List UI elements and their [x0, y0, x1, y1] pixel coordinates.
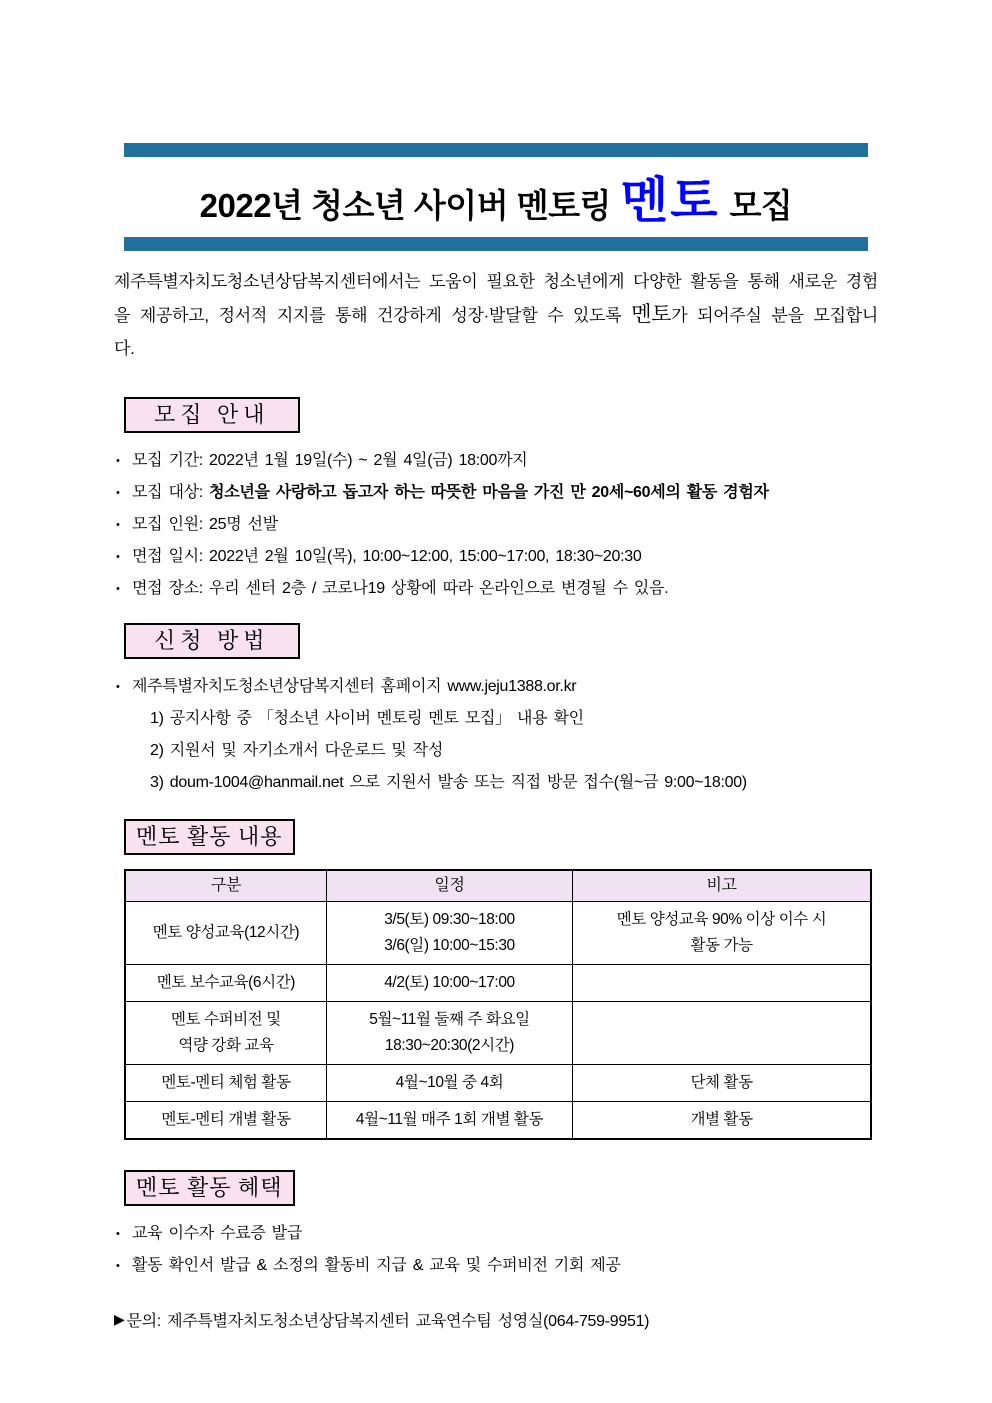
apply-list	[114, 671, 878, 799]
section-recruit-info	[114, 397, 878, 433]
intro-paragraph	[114, 265, 878, 365]
section-heading-benefits: 멘토 활동 혜택	[124, 1170, 295, 1206]
table-header-row	[125, 870, 871, 902]
list-item-text: 면접 일시: 2022년 2월 10일(목), 10:00~12:00, 15:00~17:00, 18:30~20:30	[132, 548, 642, 565]
list-item-text: 모집 인원: 25명 선발	[132, 516, 278, 533]
table-row	[125, 1065, 871, 1102]
table-row	[125, 902, 871, 965]
cell-schedule: 5월~11월 둘째 주 화요일 18:30~20:30(2시간)	[326, 1002, 572, 1065]
list-item	[114, 445, 878, 477]
contact-line	[114, 1308, 878, 1331]
list-item	[114, 1218, 878, 1250]
bullet-icon: •	[116, 455, 120, 467]
cell-category: 멘토-멘티 체험 활동	[125, 1065, 326, 1102]
section-heading-recruit-info: 모집 안내	[124, 397, 300, 433]
table-row	[125, 965, 871, 1002]
intro-text-1: 제주특별자치도청소년상담복지센터에서는 도움이 필요한 청소년에게 다양한 활동을 통해 새로운 경험을 제공하고, 정서적 지지를 통해 건강하게 성장·발달할 수 있도록	[114, 272, 878, 325]
bullet-icon: •	[116, 1228, 120, 1240]
document-content	[114, 0, 878, 1331]
top-divider-bar	[124, 143, 868, 157]
page-title	[114, 157, 878, 237]
benefit-text: 교육 이수자 수료증 발급	[132, 1225, 302, 1242]
intro-emphasis: 멘토	[631, 303, 672, 326]
bullet-icon: •	[116, 551, 120, 563]
table-row	[125, 1002, 871, 1065]
cell-note: 단체 활동	[573, 1065, 871, 1102]
list-item	[114, 671, 878, 703]
cell-note	[573, 1002, 871, 1065]
benefit-text: 활동 확인서 발급 & 소정의 활동비 지급 & 교육 및 수퍼비전 기회 제공	[132, 1257, 621, 1274]
section-apply	[114, 623, 878, 659]
cell-category: 멘토 수퍼비전 및 역량 강화 교육	[125, 1002, 326, 1065]
cell-note	[573, 965, 871, 1002]
bottom-divider-bar	[124, 237, 868, 251]
apply-steps	[114, 703, 878, 799]
apply-step: 1) 공지사항 중 「청소년 사이버 멘토링 멘토 모집」 내용 확인	[150, 710, 584, 727]
list-item-bold-text: 청소년을 사랑하고 돕고자 하는 따뜻한 마음을 가진 만 20세~60세의 활동 경험자	[209, 484, 769, 501]
cell-schedule: 4월~11월 매주 1회 개별 활동	[326, 1102, 572, 1140]
recruit-info-list	[114, 445, 878, 605]
section-heading-apply: 신청 방법	[124, 623, 300, 659]
apply-step: 3) doum-1004@hanmail.net 으로 지원서 발송 또는 직접 방문 접수(월~금 9:00~18:00)	[150, 774, 747, 791]
cell-schedule: 4월~10월 중 4회	[326, 1065, 572, 1102]
cell-note: 멘토 양성교육 90% 이상 이수 시 활동 가능	[573, 902, 871, 965]
intro-text-2: 가 되어주실 분을 모집합니다.	[114, 306, 878, 358]
list-item	[114, 541, 878, 573]
section-heading-activities: 멘토 활동 내용	[124, 819, 295, 855]
contact-text: 문의: 제주특별자치도청소년상담복지센터 교육연수팀 성영실(064-759-9951)	[126, 1313, 650, 1330]
cell-category: 멘토 양성교육(12시간)	[125, 902, 326, 965]
cell-category: 멘토-멘티 개별 활동	[125, 1102, 326, 1140]
activity-table	[124, 869, 872, 1140]
section-benefits	[114, 1170, 878, 1206]
arrow-icon: ▶	[114, 1311, 125, 1327]
col-header-category: 구분	[125, 870, 326, 902]
list-item	[114, 573, 878, 605]
section-activities	[114, 819, 878, 855]
list-item-text: 모집 대상:	[132, 484, 210, 501]
bullet-icon: •	[116, 487, 120, 499]
title-highlight: 멘토	[620, 174, 720, 228]
cell-schedule: 3/5(토) 09:30~18:00 3/6(일) 10:00~15:30	[326, 902, 572, 965]
col-header-schedule: 일정	[326, 870, 572, 902]
bullet-icon: •	[116, 583, 120, 595]
list-item	[114, 509, 878, 541]
title-suffix: 모집	[729, 187, 793, 224]
col-header-note: 비고	[573, 870, 871, 902]
bullet-icon: •	[116, 519, 120, 531]
list-item	[114, 477, 878, 509]
apply-step: 2) 지원서 및 자기소개서 다운로드 및 작성	[150, 742, 443, 759]
list-item	[114, 1250, 878, 1282]
cell-schedule: 4/2(토) 10:00~17:00	[326, 965, 572, 1002]
bullet-icon: •	[116, 681, 120, 693]
title-prefix: 2022년 청소년 사이버 멘토링	[199, 187, 611, 224]
list-item-text: 면접 장소: 우리 센터 2층 / 코로나19 상황에 따라 온라인으로 변경될 수 있음.	[132, 580, 669, 597]
cell-category: 멘토 보수교육(6시간)	[125, 965, 326, 1002]
bullet-icon: •	[116, 1260, 120, 1272]
list-item-text: 모집 기간: 2022년 1월 19일(수) ~ 2월 4일(금) 18:00까지	[132, 452, 528, 469]
table-row	[125, 1102, 871, 1140]
benefits-list	[114, 1218, 878, 1282]
apply-intro-text: 제주특별자치도청소년상담복지센터 홈페이지 www.jeju1388.or.kr	[132, 678, 577, 695]
cell-note: 개별 활동	[573, 1102, 871, 1140]
